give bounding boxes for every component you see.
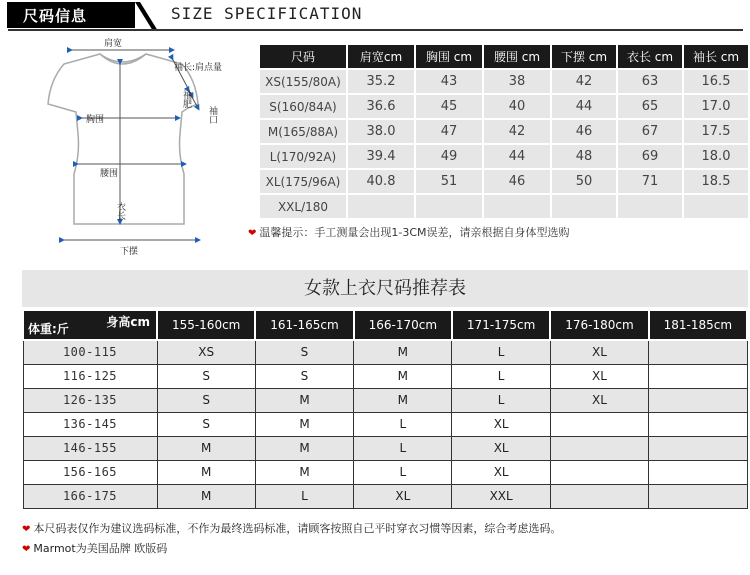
spec-value-cell: 42	[552, 70, 616, 93]
heart-icon: ❤	[22, 524, 31, 535]
spec-value-cell: 38	[484, 70, 550, 93]
header-title-en: SIZE SPECIFICATION	[171, 4, 363, 23]
spec-header-waist: 腰围 cm	[484, 45, 550, 68]
spec-value-cell: 36.6	[348, 95, 414, 118]
height-header: 155-160cm	[157, 310, 255, 340]
height-header: 166-170cm	[354, 310, 452, 340]
size-spec-table	[258, 43, 750, 220]
size-cell: XL	[550, 340, 648, 364]
spec-value-cell: 49	[416, 145, 482, 168]
size-cell	[649, 436, 747, 460]
size-cell: XL	[452, 460, 550, 484]
header-title-cn: 尺码信息	[23, 7, 88, 25]
spec-row	[260, 195, 748, 218]
size-cell: XXL	[452, 484, 550, 508]
size-cell	[649, 388, 747, 412]
spec-value-cell: 38.0	[348, 120, 414, 143]
size-cell: M	[354, 340, 452, 364]
recommend-table	[22, 309, 748, 509]
recommend-header-row	[23, 310, 747, 340]
spec-value-cell: 18.5	[684, 170, 748, 193]
size-cell	[649, 412, 747, 436]
hem-label: 下摆	[120, 247, 139, 257]
size-cell: M	[255, 412, 353, 436]
size-cell: XL	[550, 388, 648, 412]
weight-cell: 156-165	[23, 460, 157, 484]
size-cell: S	[157, 364, 255, 388]
spec-value-cell: 65	[618, 95, 682, 118]
spec-value-cell: 16.5	[684, 70, 748, 93]
shoulder-label: 肩宽	[104, 39, 123, 49]
size-cell: L	[452, 388, 550, 412]
size-cell	[550, 484, 648, 508]
spec-value-cell: 71	[618, 170, 682, 193]
spec-size-cell: XS(155/80A)	[260, 70, 346, 93]
spec-value-cell: 18.0	[684, 145, 748, 168]
recommend-row	[23, 388, 747, 412]
spec-value-cell: 43	[416, 70, 482, 93]
recommend-row	[23, 364, 747, 388]
size-cell: S	[255, 364, 353, 388]
recommend-row	[23, 340, 747, 364]
size-cell: XL	[452, 412, 550, 436]
size-cell: M	[354, 388, 452, 412]
size-cell: M	[255, 388, 353, 412]
spec-row	[260, 145, 748, 168]
size-cell: L	[354, 436, 452, 460]
spec-value-cell: 50	[552, 170, 616, 193]
height-header: 176-180cm	[550, 310, 648, 340]
length-label: 衣长	[115, 202, 125, 220]
recommend-row	[23, 412, 747, 436]
spec-value-cell: 35.2	[348, 70, 414, 93]
recommend-title: 女款上衣尺码推荐表	[22, 270, 748, 307]
corner-header	[23, 310, 157, 340]
spec-row	[260, 70, 748, 93]
size-cell: M	[354, 364, 452, 388]
spec-value-cell: 48	[552, 145, 616, 168]
recommend-row	[23, 484, 747, 508]
spec-row	[260, 95, 748, 118]
size-cell: L	[452, 364, 550, 388]
weight-cell: 136-145	[23, 412, 157, 436]
spec-header-size: 尺码	[260, 45, 346, 68]
size-cell: M	[157, 436, 255, 460]
spec-value-cell	[684, 195, 748, 218]
size-cell: M	[255, 436, 353, 460]
spec-value-cell	[484, 195, 550, 218]
size-cell	[649, 460, 747, 484]
spec-value-cell: 44	[484, 145, 550, 168]
waist-label: 腰围	[100, 169, 119, 179]
weight-cell: 100-115	[23, 340, 157, 364]
size-cell: M	[255, 460, 353, 484]
height-header: 171-175cm	[452, 310, 550, 340]
spec-value-cell: 17.0	[684, 95, 748, 118]
spec-value-cell: 51	[416, 170, 482, 193]
spec-value-cell: 46	[484, 170, 550, 193]
spec-value-cell	[552, 195, 616, 218]
size-cell: L	[452, 340, 550, 364]
tip-text: 温馨提示：手工测量会出现1-3CM误差，请亲根据自身体型选购	[259, 226, 570, 239]
size-cell: L	[354, 412, 452, 436]
header-divider	[8, 29, 743, 31]
heart-icon: ❤	[22, 544, 31, 555]
size-cell: XL	[550, 364, 648, 388]
spec-value-cell: 42	[484, 120, 550, 143]
size-cell: XL	[452, 436, 550, 460]
header-slash-decoration	[120, 0, 160, 32]
spec-value-cell: 67	[618, 120, 682, 143]
spec-value-cell	[416, 195, 482, 218]
cuff-label: 袖口	[207, 106, 217, 124]
spec-header-row	[260, 45, 748, 68]
note-1-text: 本尺码表仅作为建议选码标准，不作为最终选码标准，请顾客按照自己平时穿衣习惯等因素，综合考虑选码。	[33, 522, 562, 535]
spec-header-sleeve: 袖长 cm	[684, 45, 748, 68]
spec-size-cell: XL(175/96A)	[260, 170, 346, 193]
heart-icon: ❤	[248, 228, 257, 239]
recommend-body	[23, 340, 747, 508]
weight-cell: 146-155	[23, 436, 157, 460]
weight-cell: 126-135	[23, 388, 157, 412]
size-cell: S	[157, 388, 255, 412]
size-cell: S	[255, 340, 353, 364]
size-cell	[649, 364, 747, 388]
spec-size-cell: XXL/180	[260, 195, 346, 218]
header-tab	[7, 2, 135, 28]
header	[0, 0, 750, 32]
measurement-tip	[248, 224, 570, 240]
size-cell: M	[157, 484, 255, 508]
recommend-row	[23, 460, 747, 484]
size-cell: L	[354, 460, 452, 484]
size-cell	[550, 460, 648, 484]
spec-header-hem: 下摆 cm	[552, 45, 616, 68]
weight-cell: 166-175	[23, 484, 157, 508]
size-cell	[649, 484, 747, 508]
note-2	[22, 540, 167, 556]
spec-header-shoulder: 肩宽cm	[348, 45, 414, 68]
corner-weight-label: 体重:斤	[28, 322, 69, 336]
spec-value-cell: 47	[416, 120, 482, 143]
size-cell	[550, 412, 648, 436]
spec-value-cell: 69	[618, 145, 682, 168]
recommend-row	[23, 436, 747, 460]
spec-value-cell	[348, 195, 414, 218]
recommend-section	[22, 270, 748, 509]
spec-header-length: 衣长 cm	[618, 45, 682, 68]
spec-row	[260, 170, 748, 193]
size-cell: L	[255, 484, 353, 508]
corner-height-label: 身高cm	[106, 315, 150, 329]
spec-header-chest: 胸围 cm	[416, 45, 482, 68]
sleeve-length-label: 袖长:肩点量	[174, 63, 223, 73]
shirt-diagram	[22, 34, 252, 264]
spec-value-cell: 40.8	[348, 170, 414, 193]
spec-value-cell: 45	[416, 95, 482, 118]
height-header: 181-185cm	[649, 310, 747, 340]
spec-body	[260, 70, 748, 218]
size-cell: M	[157, 460, 255, 484]
spec-value-cell: 63	[618, 70, 682, 93]
spec-value-cell: 39.4	[348, 145, 414, 168]
chest-label: 胸围	[86, 115, 105, 125]
spec-size-cell: L(170/92A)	[260, 145, 346, 168]
spec-row	[260, 120, 748, 143]
spec-value-cell	[618, 195, 682, 218]
spec-size-cell: M(165/88A)	[260, 120, 346, 143]
spec-value-cell: 17.5	[684, 120, 748, 143]
weight-cell: 116-125	[23, 364, 157, 388]
size-cell	[550, 436, 648, 460]
spec-value-cell: 44	[552, 95, 616, 118]
size-cell: S	[157, 412, 255, 436]
size-cell: XS	[157, 340, 255, 364]
note-2-text: Marmot为美国品牌 欧版码	[33, 542, 168, 555]
height-header: 161-165cm	[255, 310, 353, 340]
size-cell: XL	[354, 484, 452, 508]
note-1	[22, 520, 561, 536]
size-cell	[649, 340, 747, 364]
spec-value-cell: 46	[552, 120, 616, 143]
spec-size-cell: S(160/84A)	[260, 95, 346, 118]
spec-value-cell: 40	[484, 95, 550, 118]
sleeve-width-label: 袖肥	[181, 90, 191, 108]
